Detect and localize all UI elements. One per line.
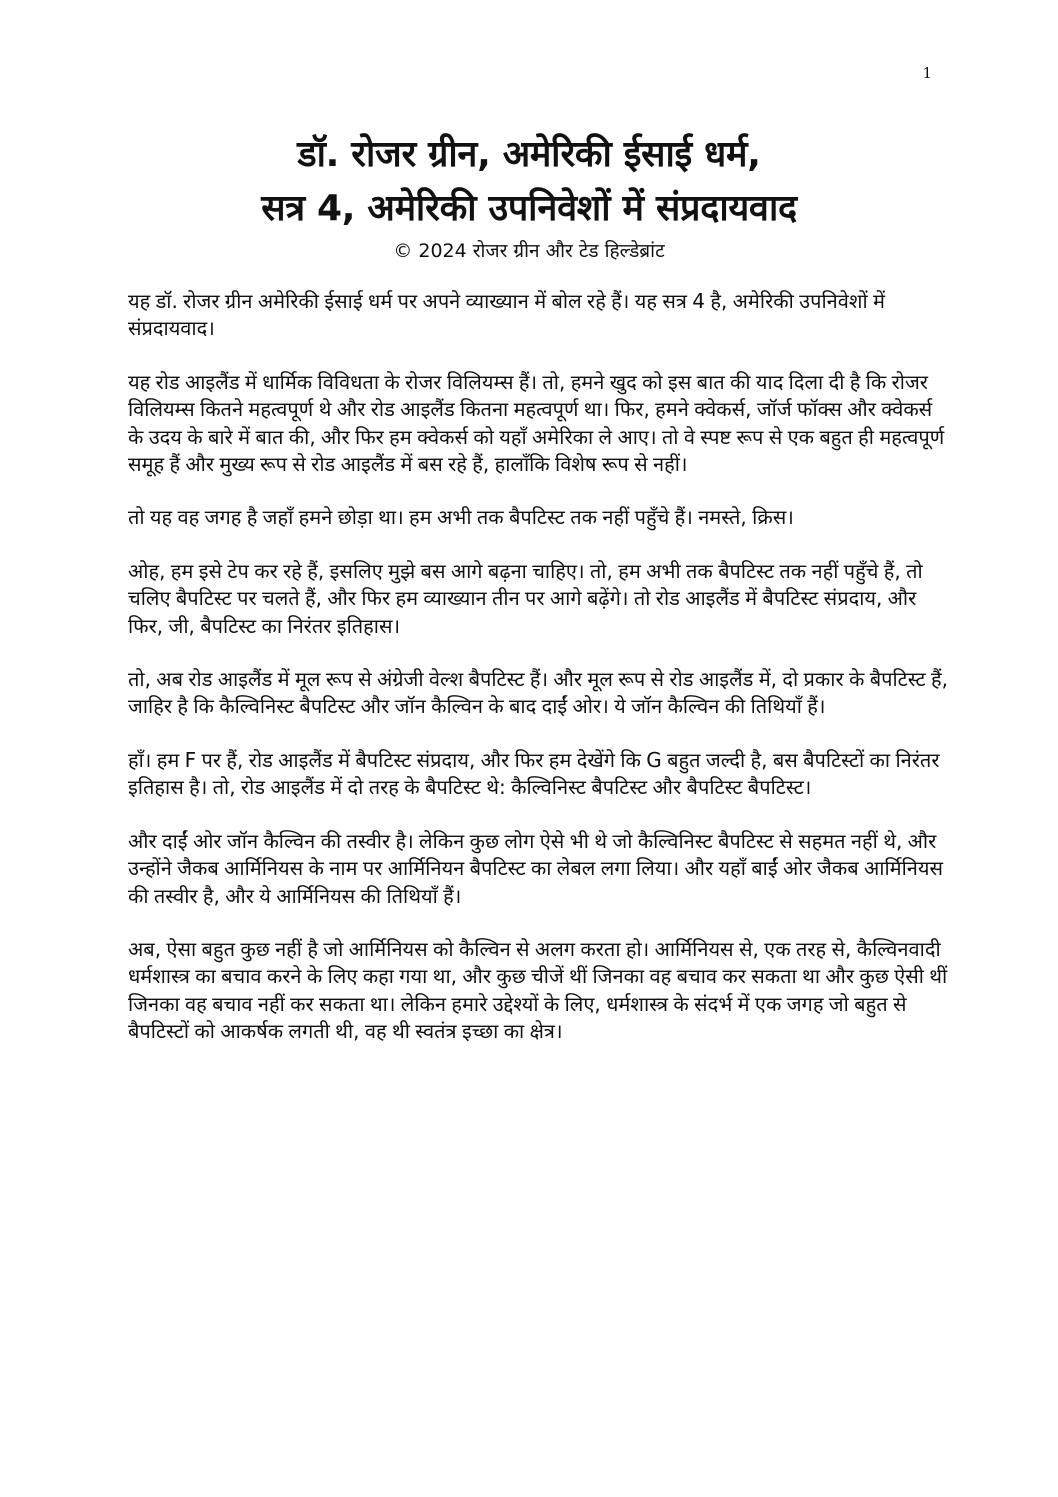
- paragraph-6: हाँ। हम F पर हैं, रोड आइलैंड में बैपटिस्ट संप्रदाय, और फिर हम देखेंगे कि G बहुत जल्दी है, बस बैपटिस्टों का निरंतर इतिहास है। तो, रोड आइलैंड में दो तरह के बैपटिस्ट थे: कैल्विनिस्ट बैपटिस्ट और बैपटिस्ट बैपटिस्ट।: [128, 747, 940, 800]
- paragraph-5: तो, अब रोड आइलैंड में मूल रूप से अंग्रेजी वेल्श बैपटिस्ट हैं। और मूल रूप से रोड आइलैंड में, दो प्रकार के बैपटिस्ट हैं, जाहिर है कि कैल्विनिस्ट बैपटिस्ट और जॉन कैल्विन के बाद दाईं ओर। ये जॉन कैल्विन की तिथियाँ हैं।: [128, 667, 948, 719]
- paragraph-7: और दाईं ओर जॉन कैल्विन की तस्वीर है। लेकिन कुछ लोग ऐसे भी थे जो कैल्विनिस्ट बैपटिस्ट से सहमत नहीं थे, और उन्होंने जैकब आर्मिनियस के नाम पर आर्मिनियन बैपटिस्ट का लेबल लगा लिया। और यहाँ बाईं ओर जैकब आर्मिनियस की तस्वीर है, और ये आर्मिनियस की तिथियाँ हैं।: [128, 828, 943, 908]
- paragraph-2: यह रोड आइलैंड में धार्मिक विविधता के रोजर विलियम्स हैं। तो, हमने खुद को इस बात की याद दिला दी है कि रोजर विलियम्स कितने महत्वपूर्ण थे और रोड आइलैंड कितना महत्वपूर्ण था। फिर, हमने क्वेकर्स, जॉर्ज फॉक्स और क्वेकर्स के उदय के बारे में बात की, और फिर हम क्वेकर्स को यहाँ अमेरिका ले आए। तो वे स्पष्ट रूप से एक बहुत ही महत्वपूर्ण समूह हैं और मुख्य रूप से रोड आइलैंड में बस रहे हैं, हालाँकि विशेष रूप से नहीं।: [128, 369, 945, 477]
- copyright-notice: © 2024 रोजर ग्रीन और टेड हिल्डेब्रांट: [393, 240, 665, 262]
- paragraph-3: तो यह वह जगह है जहाँ हमने छोड़ा था। हम अभी तक बैपटिस्ट तक नहीं पहुँचे हैं। नमस्ते, क्रिस।: [128, 505, 794, 530]
- paragraph-4: ओह, हम इसे टेप कर रहे हैं, इसलिए मुझे बस आगे बढ़ना चाहिए। तो, हम अभी तक बैपटिस्ट तक नहीं पहुँचे हैं, तो चलिए बैपटिस्ट पर चलते हैं, और फिर हम व्याख्यान तीन पर आगे बढ़ेंगे। तो रोड आइलैंड में बैपटिस्ट संप्रदाय, और फिर, जी, बैपटिस्ट का निरंतर इतिहास।: [128, 558, 923, 638]
- paragraph-1: यह डॉ. रोजर ग्रीन अमेरिकी ईसाई धर्म पर अपने व्याख्यान में बोल रहे हैं। यह सत्र 4 है, अमेरिकी उपनिवेशों में संप्रदायवाद।: [128, 289, 885, 341]
- document-title-line-2: सत्र 4, अमेरिकी उपनिवेशों में संप्रदायवाद: [261, 188, 797, 229]
- title-block: [110, 128, 948, 266]
- page-number: 1: [922, 64, 932, 82]
- transcript-body: [128, 288, 948, 1072]
- document-title-line-1: डॉ. रोजर ग्रीन, अमेरिकी ईसाई धर्म,: [297, 134, 761, 175]
- paragraph-8: अब, ऐसा बहुत कुछ नहीं है जो आर्मिनियस को कैल्विन से अलग करता हो। आर्मिनियस से, एक तरह से, कैल्विनवादी धर्मशास्त्र का बचाव करने के लिए कहा गया था, और कुछ चीजें थीं जिनका वह बचाव कर सकता था और कुछ ऐसी थीं जिनका वह बचाव नहीं कर सकता था। लेकिन हमारे उद्देश्यों के लिए, धर्मशास्त्र के संदर्भ में एक जगह जो बहुत से बैपटिस्टों को आकर्षक लगती थी, वह थी स्वतंत्र इच्छा का क्षेत्र।: [128, 936, 948, 1044]
